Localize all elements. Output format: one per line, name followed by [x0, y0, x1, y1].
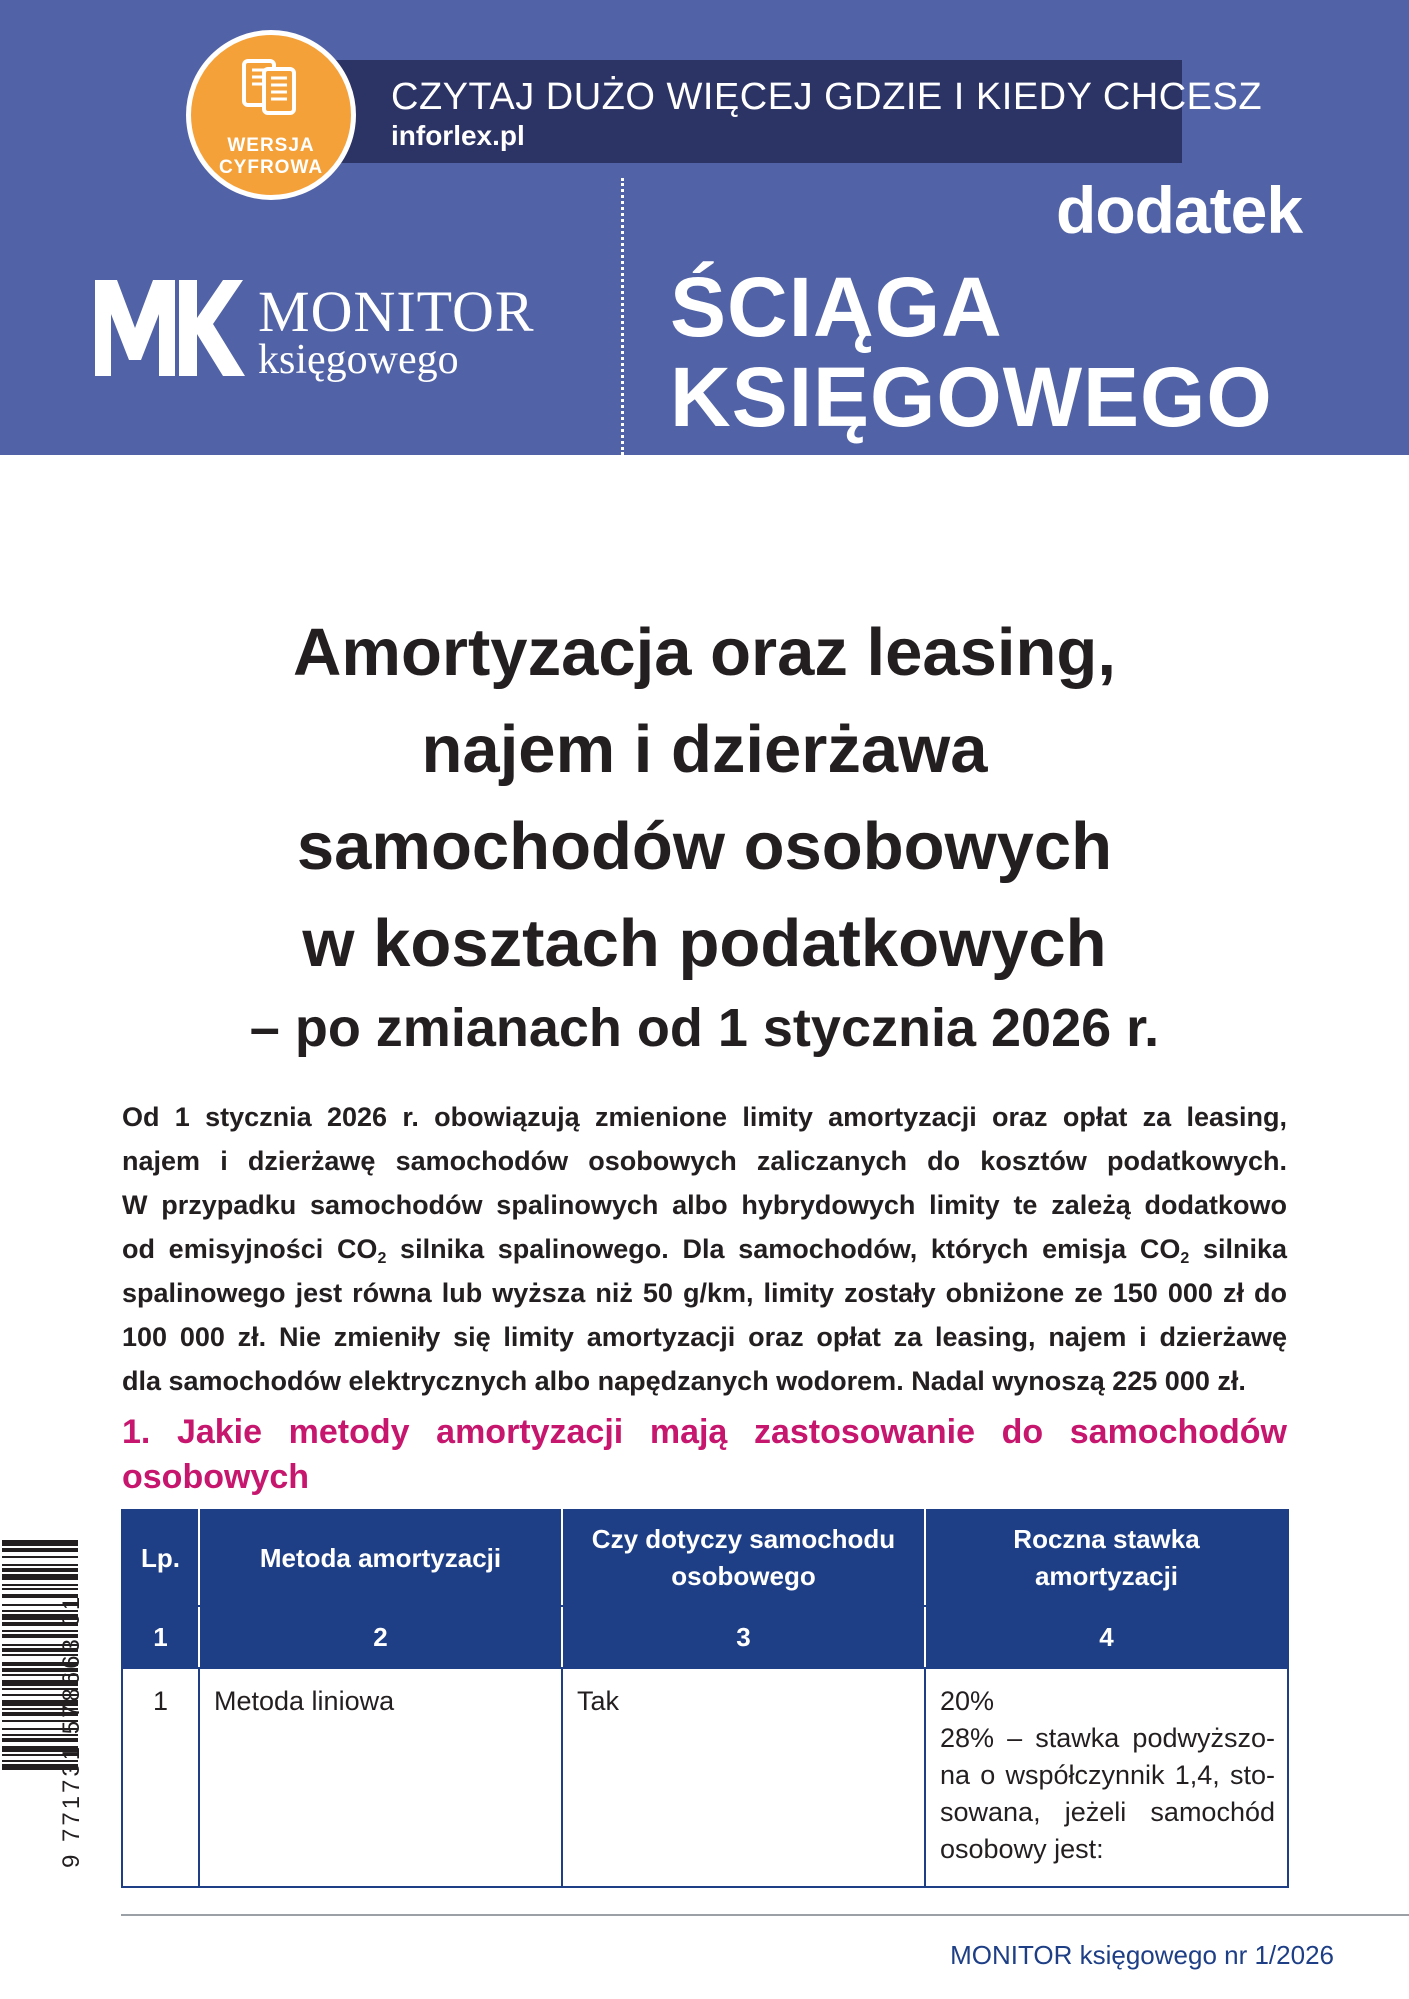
barcode-bar: [2, 1564, 78, 1566]
supplement-label: dodatek: [1056, 173, 1303, 247]
intro-text-fragment: silnika spalinowego. Dla samochodów, których emisja CO: [386, 1234, 1181, 1264]
rate-line: osobowy jest:: [940, 1834, 1104, 1864]
rate-line: sowana, jeżeli samochód: [940, 1797, 1275, 1827]
intro-paragraph: [122, 1095, 1287, 1403]
header-applies: [562, 1510, 925, 1606]
rate-line: 28% – stawka podwyższo-: [940, 1723, 1275, 1753]
document-subtitle: – po zmianach od 1 stycznia 2026 r.: [249, 998, 1160, 1058]
intro-text-fragment: silnika: [1189, 1234, 1288, 1264]
column-number: 1: [122, 1606, 199, 1668]
column-number: 3: [562, 1606, 925, 1668]
promo-link[interactable]: inforlex.pl: [391, 120, 525, 151]
subscript: 2: [377, 1250, 387, 1267]
title-line: najem i dzierżawa: [421, 712, 988, 787]
title-line: Amortyzacja oraz leasing,: [293, 615, 1116, 690]
monitor-logo-sub: księgowego: [258, 337, 459, 383]
header-rate-line2: amortyzacji: [1034, 1561, 1179, 1591]
barcode-bar: [2, 1556, 78, 1558]
column-number: 2: [199, 1606, 562, 1668]
section-heading-1: [122, 1410, 1287, 1500]
intro-text-fragment: od emisyjności CO: [122, 1234, 378, 1264]
intro-line: Od 1 stycznia 2026 r. obowiązują zmienione limity amortyzacji oraz opłat za leasing,: [122, 1102, 1287, 1132]
supplement-title-line1: ŚCIĄGA: [670, 260, 1003, 354]
barcode-bar: [2, 1540, 78, 1546]
rate-line: na o współczynnik 1,4, sto-: [940, 1760, 1275, 1790]
header-divider: [621, 178, 624, 455]
barcode-digits: 9 771731 578663 01: [58, 1593, 85, 1868]
cell-method: Metoda liniowa: [199, 1668, 562, 1887]
header-applies-line1: Czy dotyczy samochodu: [591, 1524, 896, 1554]
supplement-title: [670, 262, 1273, 442]
header-rate-line1: Roczna stawka: [1013, 1524, 1200, 1554]
amortization-methods-table: [121, 1509, 1287, 1888]
subscript: 2: [1180, 1250, 1190, 1267]
digital-version-badge[interactable]: [186, 30, 356, 200]
document-title: [100, 604, 1309, 992]
intro-line: najem i dzierżawę samochodów osobowych zaliczanych do kosztów podatkowych.: [122, 1146, 1287, 1176]
footer-issue: MONITOR księgowego nr 1/2026: [950, 1940, 1334, 1970]
tablet-phone-icon: [238, 55, 304, 121]
header-applies-line2: osobowego: [671, 1561, 816, 1591]
table-row: [122, 1668, 1288, 1887]
section-heading-line: osobowych: [122, 1458, 310, 1496]
barcode-bar: [2, 1584, 78, 1586]
promo-headline: CZYTAJ DUŻO WIĘCEJ GDZIE I KIEDY CHCESZ: [391, 76, 1263, 118]
section-heading-line: 1. Jakie metody amortyzacji mają zastosowanie do samochodów: [122, 1413, 1287, 1451]
monitor-logo-mark: [95, 280, 245, 376]
supplement-title-line2: KSIĘGOWEGO: [670, 350, 1273, 444]
badge-label-line2: CYFROWA: [218, 157, 324, 178]
intro-line-co2: [122, 1227, 1287, 1271]
barcode-bar: [2, 1568, 78, 1572]
header-band: [0, 0, 1409, 455]
intro-line: dla samochodów elektrycznych albo napędzanych wodorem. Nadal wynoszą 225 000 zł.: [122, 1366, 1246, 1396]
title-line: w kosztach podatkowych: [302, 906, 1107, 981]
cell-applies: Tak: [562, 1668, 925, 1887]
cell-lp: 1: [122, 1668, 199, 1887]
monitor-logo-name: MONITOR: [258, 279, 535, 344]
header-method: Metoda amortyzacji: [199, 1510, 562, 1606]
barcode-bar: [2, 1588, 78, 1590]
barcode-bar: [2, 1548, 78, 1552]
intro-line: W przypadku samochodów spalinowych albo hybrydowych limity te zależą dodatkowo: [122, 1190, 1287, 1220]
title-line: samochodów osobowych: [296, 809, 1113, 884]
intro-line: 100 000 zł. Nie zmieniły się limity amortyzacji oraz opłat za leasing, najem i dzierżawę: [122, 1322, 1287, 1352]
badge-label-line1: WERSJA: [227, 135, 315, 156]
header-lp: Lp.: [122, 1510, 199, 1606]
footer-rule: [121, 1914, 1409, 1916]
barcode-bar: [2, 1574, 78, 1580]
intro-line: spalinowego jest równa lub wyższa niż 50 g/km, limity zostały obniżone ze 150 000 zł do: [122, 1278, 1287, 1308]
rate-line: 20%: [940, 1686, 995, 1716]
column-number: 4: [925, 1606, 1288, 1668]
cell-rate: [925, 1668, 1288, 1887]
promo-bar[interactable]: [255, 60, 1263, 163]
header-rate: [925, 1510, 1288, 1606]
